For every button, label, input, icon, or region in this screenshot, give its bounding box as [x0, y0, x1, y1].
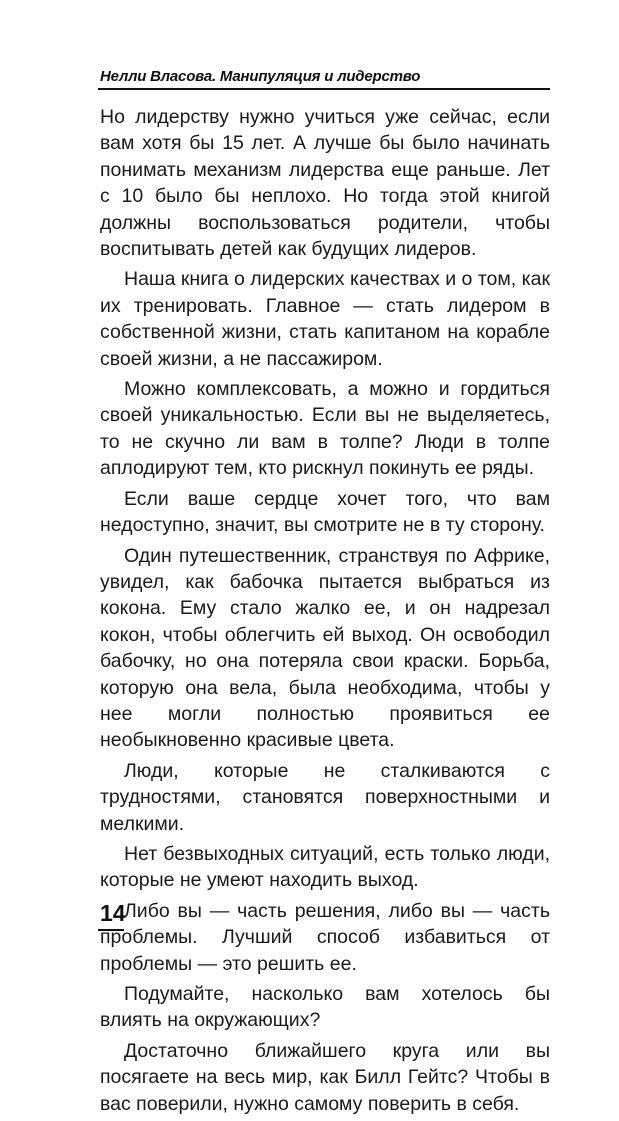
page-number-rule	[98, 929, 124, 931]
paragraph-4: Если ваше сердце хочет того, что вам недоступно, значит, вы смотрите не в ту сторону.	[100, 487, 550, 537]
paragraph-7: Нет безвыходных ситуаций, есть только люди, которые не умеют находить выход.	[100, 842, 550, 892]
paragraph-2: Наша книга о лидерских качествах и о том, как их тренировать. Главное — стать лидером в собственной жизни, стать капитаном на корабле своей жизни, а не пассажиром.	[100, 268, 550, 370]
running-head-title: Манипуляция и лидерство	[219, 68, 421, 85]
paragraph-9: Подумайте, насколько вам хотелось бы влиять на окружающих?	[100, 983, 550, 1032]
body-text	[100, 104, 550, 1121]
header-rule	[98, 88, 550, 90]
running-head-author: Нелли Власова.	[100, 68, 216, 85]
paragraph-10: Достаточно ближайшего круга или вы посягаете на весь мир, как Билл Гейтс? Чтобы в вас поверили, нужно самому поверить в себя.	[100, 1039, 550, 1115]
page-number: 14	[100, 900, 126, 926]
paragraph-8: Либо вы — часть решения, либо вы — часть проблемы. Лучший способ избавиться от проблемы — это решить ее.	[100, 899, 550, 975]
paragraph-1: Но лидерству нужно учиться уже сейчас, если вам хотя бы 15 лет. А лучше бы было начинать понимать механизм лидерства еще раньше. Лет с 10 было бы неплохо. Но тогда этой книгой должны воспользоваться родители, чтобы воспитывать детей как будущих лидеров.	[100, 106, 550, 261]
paragraph-3: Можно комплексовать, а можно и гордиться своей уникальностью. Если вы не выделяетесь, то не скучно ли вам в толпе? Люди в толпе аплодируют тем, кто рискнул покинуть ее ряды.	[100, 378, 550, 480]
paragraph-5: Один путешественник, странствуя по Африке, увидел, как бабочка пытается выбраться из кокона. Ему стало жалко ее, и он надрезал кокон, чтобы облегчить ей выход. Он освободил бабочку, но она потеряла свои краски. Борьба, которую она вела, была необходима, чтобы у нее могли полностью проявиться ее необыкновенно красивые цвета.	[100, 544, 550, 752]
running-head	[100, 68, 550, 85]
paragraph-6: Люди, которые не сталкиваются с трудностями, становятся поверхностными и мелкими.	[100, 759, 550, 835]
